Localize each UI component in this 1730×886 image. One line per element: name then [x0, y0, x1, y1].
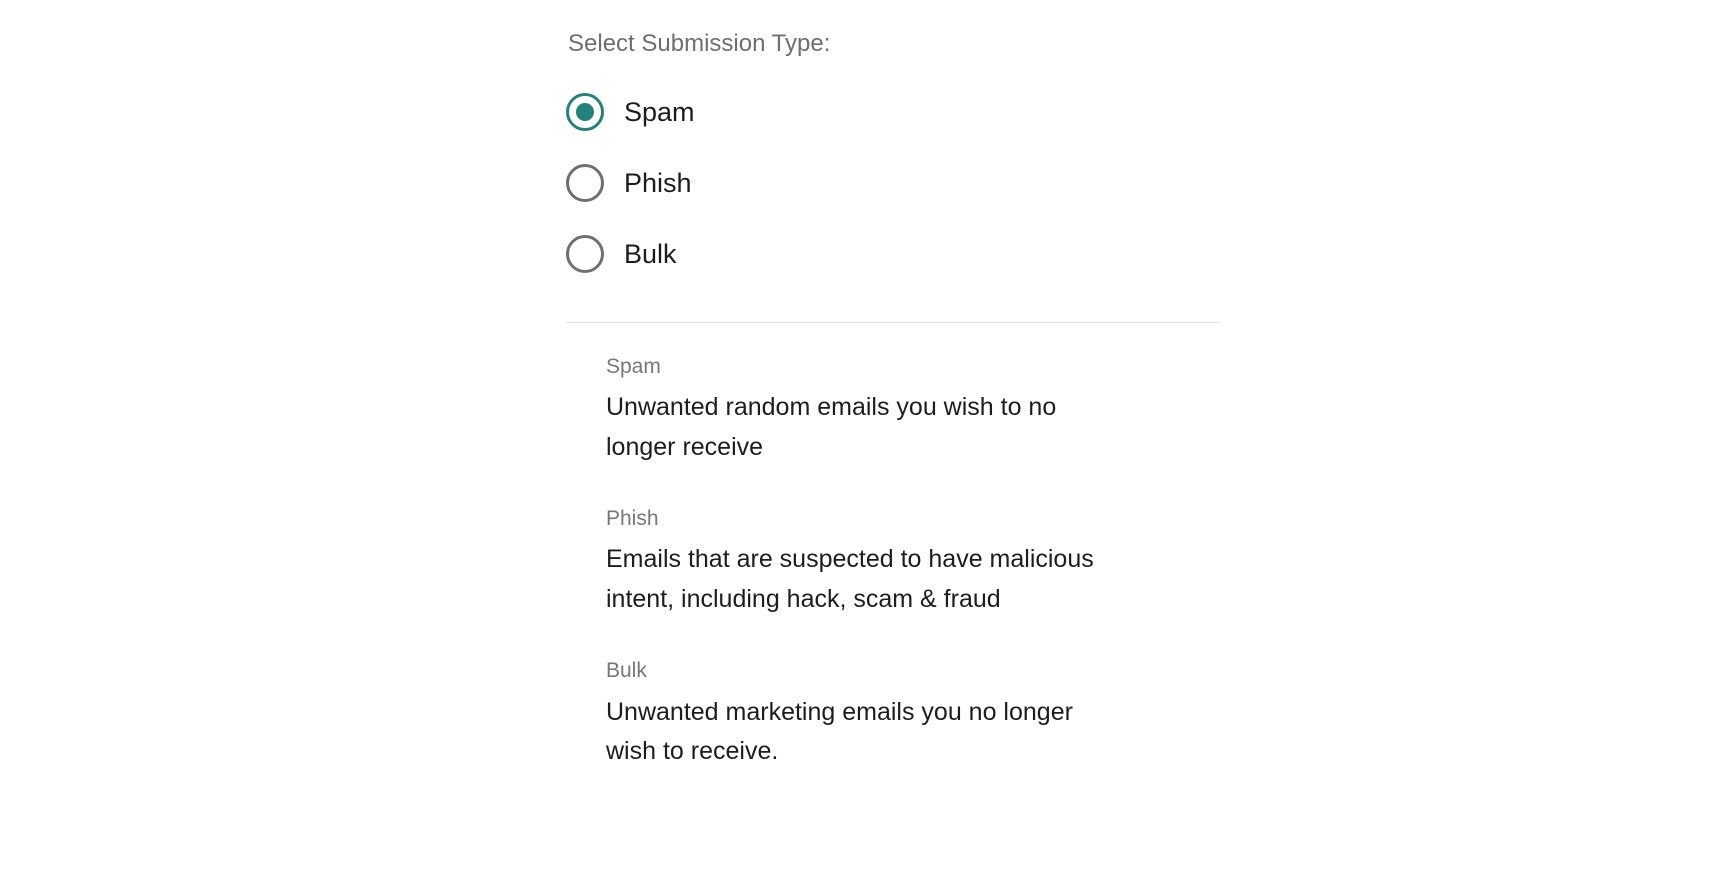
radio-dot — [576, 103, 594, 121]
definition-term: Spam — [606, 354, 661, 378]
section-divider — [566, 322, 1220, 323]
definition-description: Emails that are suspected to have malicious intent, including hack, scam & fraud — [606, 545, 1094, 613]
radio-unselected-icon[interactable] — [566, 164, 604, 202]
radio-dot — [576, 245, 594, 263]
radio-unselected-icon[interactable] — [566, 235, 604, 273]
form-label: Select Submission Type: — [568, 30, 831, 57]
definition-term: Bulk — [606, 659, 647, 683]
definition-description: Unwanted marketing emails you no longer wish to receive. — [606, 697, 1073, 766]
definition-item — [606, 657, 1226, 771]
submission-type-panel — [566, 0, 1226, 810]
definition-term: Phish — [606, 507, 659, 531]
radio-option-label: Bulk — [624, 238, 677, 269]
submission-type-radio-group[interactable] — [566, 77, 1226, 290]
radio-option-label: Phish — [624, 167, 692, 198]
radio-option-label: Spam — [624, 96, 695, 127]
radio-dot — [576, 174, 594, 192]
definition-item — [606, 505, 1226, 619]
radio-option-phish[interactable] — [566, 148, 1226, 219]
radio-selected-icon[interactable] — [566, 93, 604, 131]
definition-item — [606, 353, 1226, 467]
definition-description: Unwanted random emails you wish to no longer receive — [606, 393, 1057, 461]
radio-option-bulk[interactable] — [566, 219, 1226, 290]
radio-option-spam[interactable] — [566, 77, 1226, 148]
definitions-list — [566, 353, 1226, 772]
